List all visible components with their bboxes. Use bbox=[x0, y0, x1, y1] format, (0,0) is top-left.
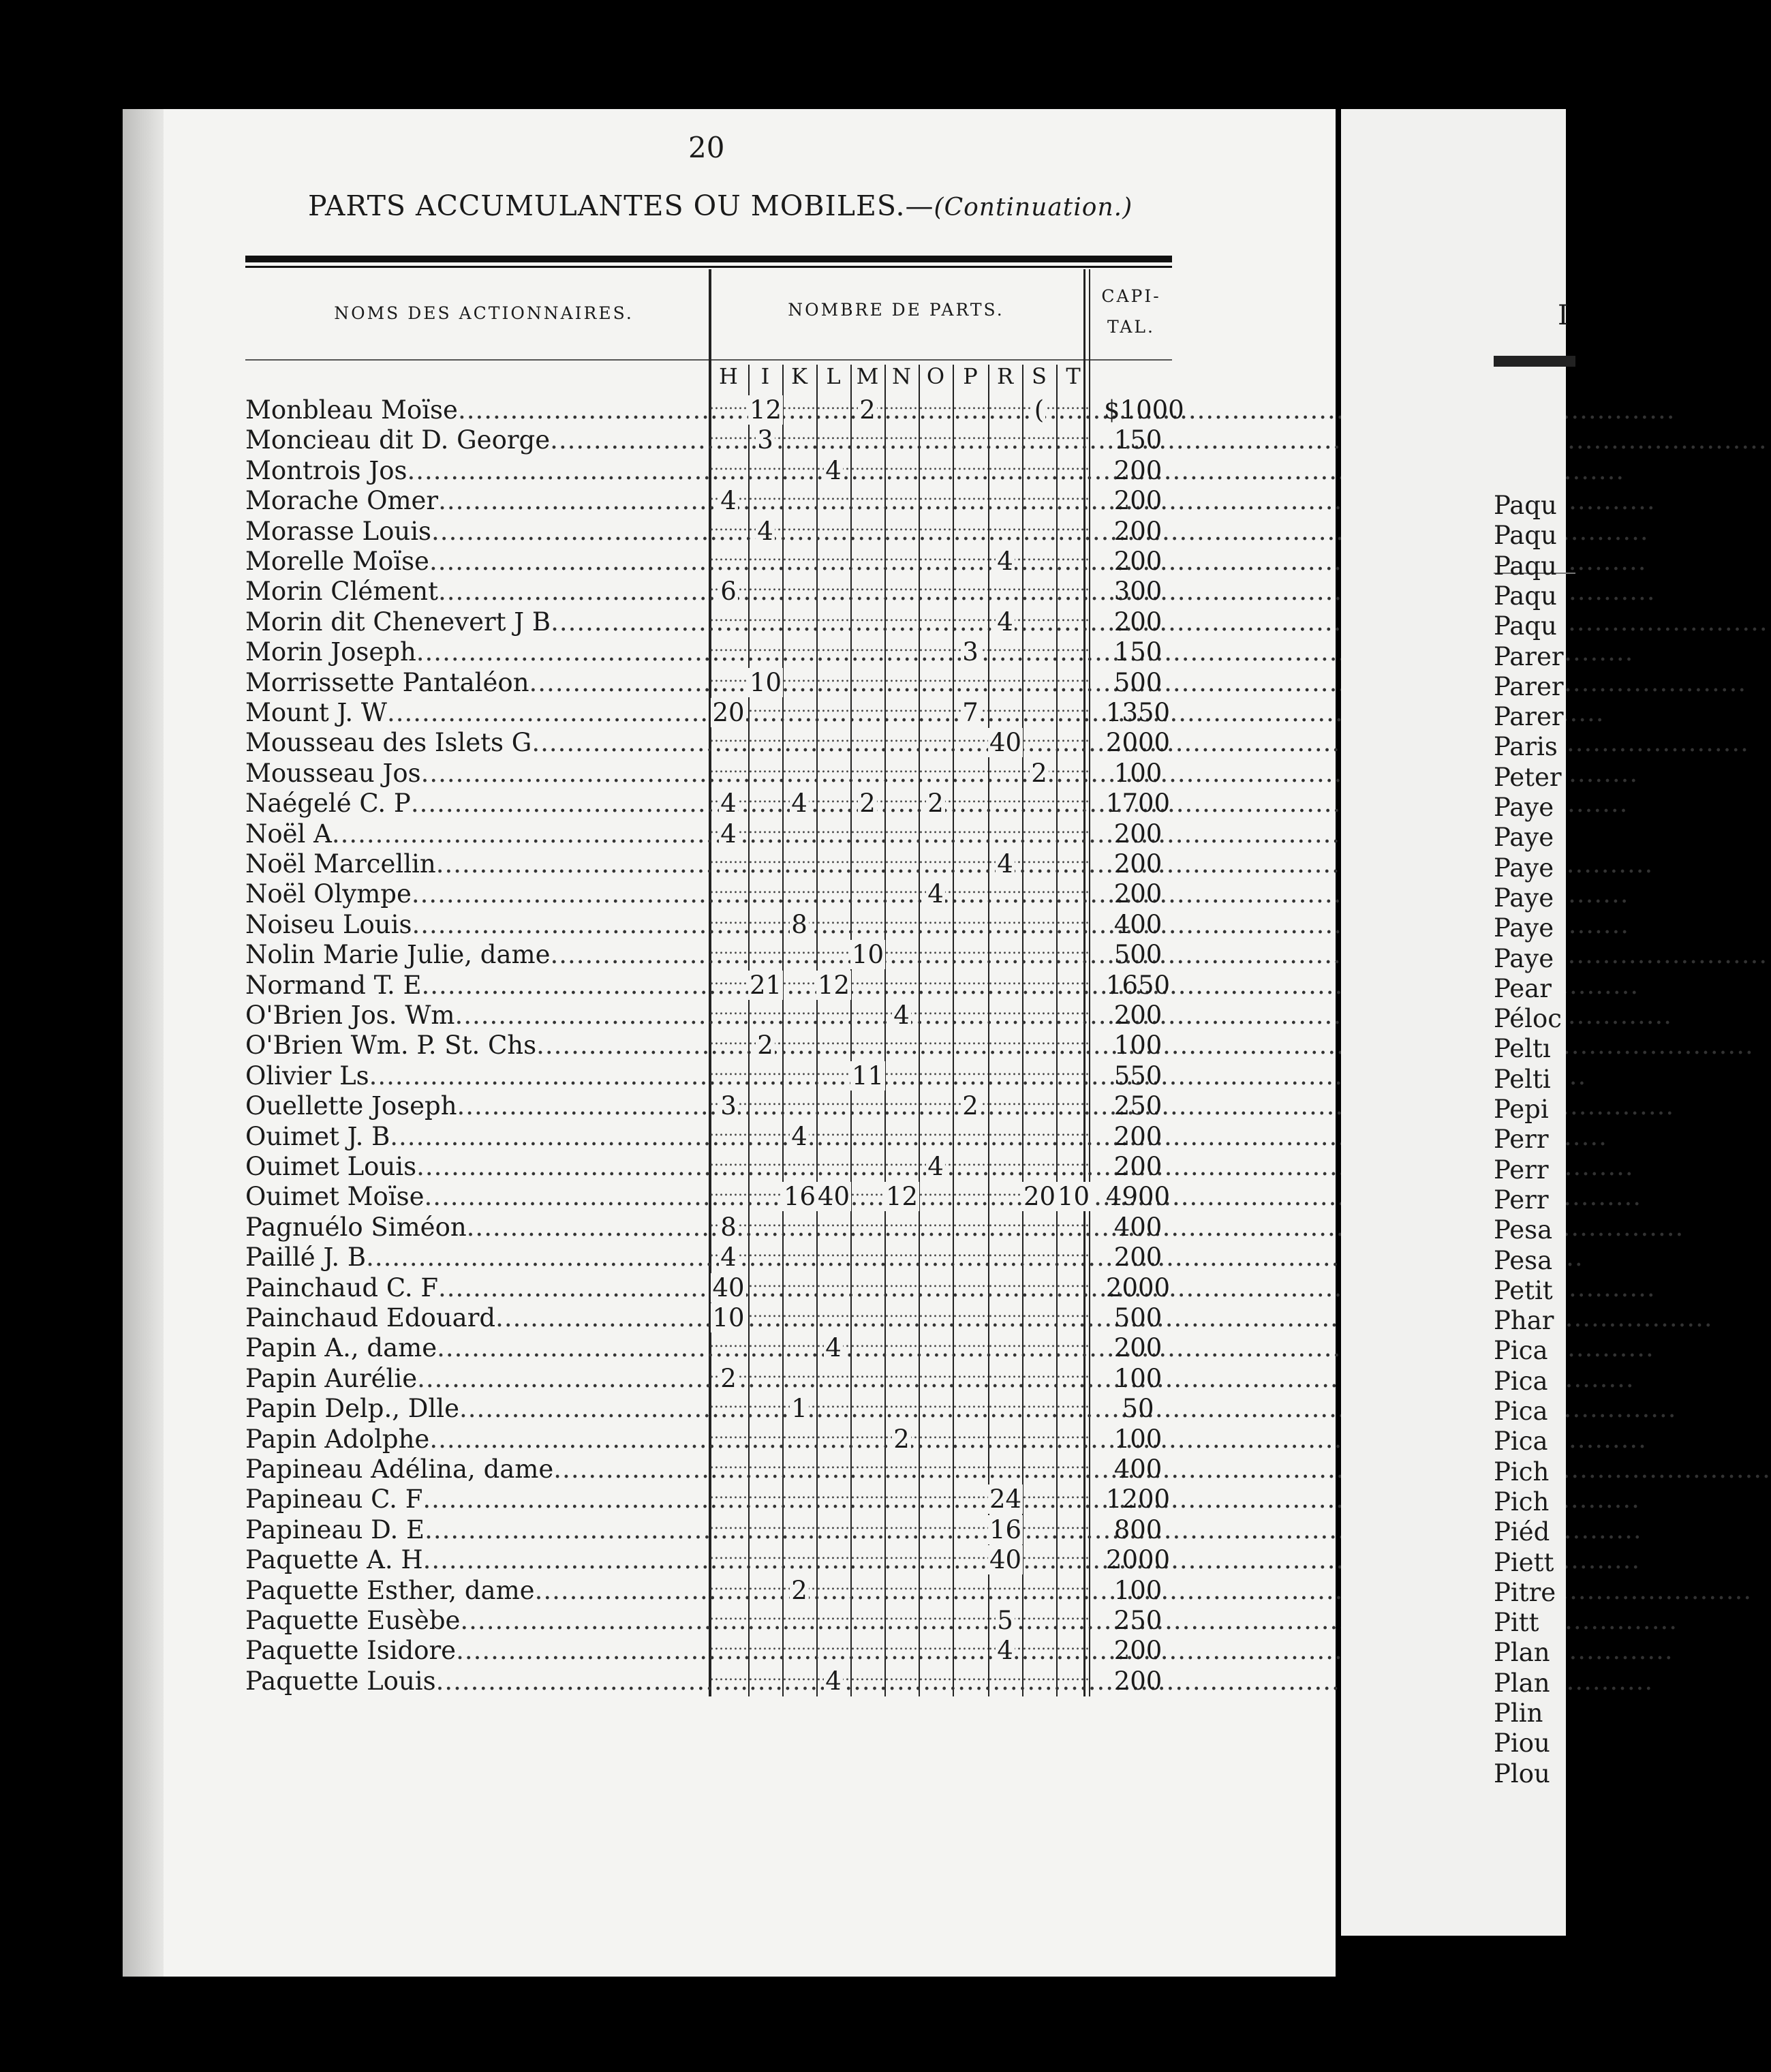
facing-page-name-fragment: Paye bbox=[1494, 943, 1554, 973]
share-cell-o bbox=[919, 1666, 953, 1696]
shareholder-name: Montrois Jos ..... bbox=[245, 456, 709, 486]
capital-value: 4900 bbox=[1105, 1182, 1171, 1212]
facing-page-name-fragment: Pica bbox=[1494, 1366, 1548, 1396]
share-cell-l: ........ 4 bbox=[816, 456, 850, 486]
shareholder-name: O'Brien Jos. Wm ..... bbox=[245, 1001, 709, 1031]
share-cell-l: ........ 12 bbox=[816, 971, 850, 1001]
share-cell-p: ........ 2 bbox=[953, 1091, 988, 1121]
title-continuation: (Continuation.) bbox=[934, 194, 1133, 222]
top-rule-thick bbox=[245, 256, 1172, 262]
shareholder-name: Paquette Isidore ..... bbox=[245, 1636, 709, 1666]
share-cell-o: ........ 4 bbox=[919, 1152, 953, 1182]
share-cell-s: ........ 20 bbox=[1022, 1182, 1056, 1212]
share-cell-o: ........ 2 bbox=[919, 789, 953, 819]
facing-page-name-fragment: Paye bbox=[1494, 883, 1554, 913]
capital-value: 200 bbox=[1113, 1666, 1162, 1696]
facing-page-name-fragment: Peter bbox=[1494, 762, 1562, 792]
share-cell-m: ........ 10 bbox=[850, 940, 884, 970]
capital-value: 200 bbox=[1113, 516, 1162, 546]
share-cell-h: ........ 20 bbox=[709, 698, 748, 728]
shareholder-name: Noiseu Louis ..... bbox=[245, 910, 709, 940]
share-cell-h bbox=[709, 1666, 748, 1696]
capital-value: 550 bbox=[1113, 1061, 1162, 1091]
shareholder-name: Papineau D. E ..... bbox=[245, 1515, 709, 1545]
shareholder-name: Ouimet J. B ..... bbox=[245, 1122, 709, 1152]
facing-page-name-fragment: Paye bbox=[1494, 913, 1554, 943]
column-letter-h: H bbox=[719, 363, 738, 389]
share-cell-k: ........ 1 bbox=[782, 1394, 816, 1424]
share-cell-r: ........ 5 bbox=[988, 1606, 1022, 1636]
capital-value: 800 bbox=[1113, 1514, 1162, 1544]
share-cell-s: ........ 2 bbox=[1022, 759, 1056, 789]
shareholder-name: O'Brien Wm. P. St. Chs ..... bbox=[245, 1031, 709, 1061]
shareholder-name: Paillé J. B ..... bbox=[245, 1243, 709, 1273]
facing-page-name-fragment: Pear bbox=[1494, 973, 1552, 1003]
share-cell-h: ........ 4 bbox=[709, 1243, 748, 1273]
facing-page-name-fragment: Paris bbox=[1494, 732, 1558, 762]
facing-page-rule bbox=[1494, 356, 1575, 367]
facing-page-name-fragment: Perr bbox=[1494, 1125, 1549, 1155]
facing-page-name-fragment: Perr bbox=[1494, 1155, 1549, 1185]
share-cell-i: ........ 12 bbox=[748, 395, 782, 425]
shareholder-name: Morin dit Chenevert J B ..... bbox=[245, 607, 709, 637]
column-letter-l: L bbox=[826, 363, 841, 389]
column-letter-i: I bbox=[760, 363, 770, 389]
share-cell-k: ........ 2 bbox=[782, 1576, 816, 1606]
share-cell-m: ........ 2 bbox=[850, 789, 884, 819]
capital-value: $1000 bbox=[1104, 395, 1184, 425]
shareholder-name: Noël Marcellin ..... bbox=[245, 849, 709, 879]
capital-value: 1650 bbox=[1105, 970, 1171, 1000]
facing-page-name-fragment: Phar bbox=[1494, 1306, 1554, 1336]
facing-page-name-fragment: Péloc bbox=[1494, 1004, 1562, 1034]
capital-value: 200 bbox=[1113, 1333, 1162, 1363]
share-cell-r: ........ 4 bbox=[988, 607, 1022, 637]
capital-value: 50 bbox=[1122, 1394, 1154, 1424]
facing-page-name-fragment: Plan bbox=[1494, 1668, 1550, 1698]
facing-page-name-fragment: Pica bbox=[1494, 1336, 1548, 1366]
capital-value: 200 bbox=[1113, 607, 1162, 637]
shareholder-name: Papin Aurélie ..... bbox=[245, 1364, 709, 1394]
shareholder-name: Nolin Marie Julie, dame ..... bbox=[245, 940, 709, 970]
share-cell-h: ........ 10 bbox=[709, 1303, 748, 1333]
facing-page-name-fragment: Plan bbox=[1494, 1638, 1550, 1668]
capital-value: 100 bbox=[1113, 1363, 1162, 1393]
share-cell-i: ........ 3 bbox=[748, 425, 782, 455]
share-cell-p: ........ 7 bbox=[953, 698, 988, 728]
shareholder-name: Paquette A. H ..... bbox=[245, 1545, 709, 1575]
share-cell-p bbox=[953, 1666, 988, 1696]
facing-page-name-fragment: Pitre bbox=[1494, 1577, 1556, 1607]
capital-value: 200 bbox=[1113, 547, 1162, 576]
share-cell-h: ........ 2 bbox=[709, 1364, 748, 1394]
shareholder-name: Mousseau Jos ..... bbox=[245, 759, 709, 789]
capital-value: 200 bbox=[1113, 1001, 1162, 1030]
capital-value: 2000 bbox=[1105, 728, 1171, 758]
capital-value: 300 bbox=[1113, 577, 1162, 607]
facing-page-name-fragment: Pica bbox=[1494, 1427, 1548, 1457]
share-cell-p: ........ 3 bbox=[953, 637, 988, 667]
shareholder-name: Morelle Moïse ..... bbox=[245, 547, 709, 577]
column-letter-s: S bbox=[1032, 363, 1047, 389]
share-cell-r: ........ 4 bbox=[988, 849, 1022, 879]
shareholder-name: Painchaud C. F ..... bbox=[245, 1273, 709, 1303]
share-cell-m: ........ 2 bbox=[850, 395, 884, 425]
capital-value: 500 bbox=[1113, 940, 1162, 970]
capital-header-line1: CAPI- bbox=[1101, 286, 1161, 306]
capital-value: 500 bbox=[1113, 1303, 1162, 1332]
share-cell-r: ........ 4 bbox=[988, 1636, 1022, 1666]
facing-page-name-fragment: Peltı bbox=[1494, 1034, 1551, 1064]
facing-page-name-fragment: Perr bbox=[1494, 1185, 1549, 1215]
capital-value: 200 bbox=[1113, 819, 1162, 849]
column-letter-t: T bbox=[1066, 363, 1081, 389]
capital-value: 200 bbox=[1113, 879, 1162, 909]
share-cell-k: ........ 4 bbox=[782, 789, 816, 819]
shareholder-name: Moncieau dit D. George ..... bbox=[245, 425, 709, 455]
facing-page-header-fragment: I bbox=[1558, 300, 1569, 331]
shareholder-name: Paquette Esther, dame ..... bbox=[245, 1576, 709, 1606]
share-cell-i bbox=[748, 1666, 782, 1696]
facing-page-name-fragment: Paye bbox=[1494, 853, 1554, 883]
facing-page-name-fragment: Pesa bbox=[1494, 1215, 1553, 1245]
capital-value: 200 bbox=[1113, 1243, 1162, 1273]
capital-value: 100 bbox=[1113, 1424, 1162, 1454]
facing-page-name-fragment: Paqu bbox=[1494, 521, 1557, 551]
facing-page-name-fragment: Pelti bbox=[1494, 1064, 1551, 1094]
share-cell-r: ........ 4 bbox=[988, 547, 1022, 577]
facing-page-name-fragment: Pitt bbox=[1494, 1608, 1539, 1638]
shareholder-name: Papineau Adélina, dame ..... bbox=[245, 1454, 709, 1484]
top-rule-thin bbox=[245, 266, 1172, 268]
share-cell-i: ........ 10 bbox=[748, 668, 782, 698]
column-letter-n: N bbox=[892, 363, 911, 389]
capital-value: 250 bbox=[1113, 1606, 1162, 1635]
names-header: NOMS DES ACTIONNAIRES. bbox=[334, 303, 634, 323]
capital-value: 150 bbox=[1113, 425, 1162, 455]
facing-page-name-fragment: Paqu bbox=[1494, 491, 1557, 520]
share-cell-h: ........ 4 bbox=[709, 819, 748, 849]
capital-value: 150 bbox=[1113, 637, 1162, 667]
shareholder-name: Noël A ..... bbox=[245, 819, 709, 849]
facing-page-name-fragment: Piou bbox=[1494, 1728, 1550, 1758]
facing-page bbox=[1341, 109, 1569, 1936]
facing-page-name-fragment: Pich bbox=[1494, 1487, 1550, 1517]
share-cell-l: ........ 40 bbox=[816, 1182, 850, 1212]
share-cell-n bbox=[884, 1666, 919, 1696]
share-cell-t bbox=[1056, 1666, 1090, 1696]
share-cell-k: ........ 16 bbox=[782, 1182, 816, 1212]
capital-value: 1350 bbox=[1105, 698, 1171, 727]
share-cell-l: ........ 4 bbox=[816, 1666, 850, 1696]
shareholder-name: Morrissette Pantaléon ..... bbox=[245, 668, 709, 698]
capital-value: 200 bbox=[1113, 1121, 1162, 1151]
shareholder-name: Morin Joseph ..... bbox=[245, 637, 709, 667]
capital-value: 100 bbox=[1113, 1031, 1162, 1061]
share-cell-n: ........ 12 bbox=[884, 1182, 919, 1212]
share-cell-k: ........ 4 bbox=[782, 1122, 816, 1152]
share-cell-h: ........ 40 bbox=[709, 1273, 748, 1303]
capital-value: 250 bbox=[1113, 1091, 1162, 1121]
facing-page-name-fragment: Plou bbox=[1494, 1758, 1550, 1788]
shareholder-name: Morasse Louis ..... bbox=[245, 517, 709, 547]
table-row bbox=[245, 1666, 1172, 1696]
column-letter-p: P bbox=[963, 363, 978, 389]
shareholder-name: Papineau C. F ..... bbox=[245, 1484, 709, 1514]
shareholder-name: Monbleau Moïse ..... bbox=[245, 395, 709, 425]
shareholder-name: Morache Omer ..... bbox=[245, 486, 709, 516]
share-cell-m bbox=[850, 1666, 884, 1696]
shareholder-name: Papin A., dame ..... bbox=[245, 1333, 709, 1363]
facing-page-name-fragment: Pica bbox=[1494, 1397, 1548, 1426]
share-cell-h: ........ 6 bbox=[709, 577, 748, 607]
shareholder-name: Pagnuélo Siméon ..... bbox=[245, 1213, 709, 1243]
capital-header-line2: TAL. bbox=[1107, 317, 1155, 337]
shareholder-name: Paquette Eusèbe ..... bbox=[245, 1606, 709, 1636]
facing-page-name-fragment: Parer bbox=[1494, 641, 1564, 671]
facing-page-name-fragment: Piett bbox=[1494, 1547, 1554, 1577]
share-cell-t: ........ 10 bbox=[1056, 1182, 1090, 1212]
share-cell-m: ........ 11 bbox=[850, 1061, 884, 1091]
facing-page-name-fragment: Paye bbox=[1494, 793, 1554, 822]
share-cell-r: ........ 24 bbox=[988, 1484, 1022, 1514]
column-letter-r: R bbox=[996, 363, 1014, 389]
share-cell-s: ........ ( bbox=[1022, 395, 1056, 425]
facing-page-name-fragment: Pich bbox=[1494, 1457, 1550, 1487]
share-cell-r: ........ 16 bbox=[988, 1515, 1022, 1545]
facing-page-name-fragment: Paqu bbox=[1494, 551, 1557, 581]
facing-page-name-fragment: Paqu bbox=[1494, 581, 1557, 611]
capital-value: 1200 bbox=[1105, 1484, 1171, 1514]
page-number: 20 bbox=[688, 131, 725, 164]
column-letter-m: M bbox=[856, 363, 879, 389]
share-cell-r: ........ 40 bbox=[988, 728, 1022, 758]
shareholder-name: Ouellette Joseph ..... bbox=[245, 1091, 709, 1121]
capital-value: 200 bbox=[1113, 849, 1162, 879]
shareholder-name: Mousseau des Islets G ..... bbox=[245, 728, 709, 758]
capital-value: 200 bbox=[1113, 486, 1162, 516]
facing-page-name-fragment: Pesa bbox=[1494, 1245, 1553, 1275]
facing-page-name-fragment: Paye bbox=[1494, 823, 1554, 853]
shareholder-name: Painchaud Edouard ..... bbox=[245, 1303, 709, 1333]
share-cell-o: ........ 4 bbox=[919, 879, 953, 909]
capital-value: 100 bbox=[1113, 758, 1162, 788]
shareholder-name: Morin Clément ..... bbox=[245, 577, 709, 607]
share-cell-h: ........ 8 bbox=[709, 1213, 748, 1243]
shareholder-name: Papin Delp., Dlle ..... bbox=[245, 1394, 709, 1424]
capital-value: 200 bbox=[1113, 1636, 1162, 1666]
capital-value: 200 bbox=[1113, 455, 1162, 485]
share-cell-h: ........ 3 bbox=[709, 1091, 748, 1121]
page-title bbox=[308, 189, 1133, 222]
shareholder-name: Naégelé C. P ..... bbox=[245, 789, 709, 819]
facing-page-name-fragment: Pepi bbox=[1494, 1095, 1549, 1124]
shareholder-name: Olivier Ls ..... bbox=[245, 1061, 709, 1091]
share-cell-i: ........ 2 bbox=[748, 1031, 782, 1061]
shareholder-name: Papin Adolphe ..... bbox=[245, 1424, 709, 1454]
facing-page-name-fragment: Paqu bbox=[1494, 611, 1557, 641]
title-main: PARTS ACCUMULANTES OU MOBILES.— bbox=[308, 189, 934, 222]
shareholder-name: Ouimet Moïse ..... bbox=[245, 1182, 709, 1212]
share-cell-i: ........ 4 bbox=[748, 517, 782, 547]
column-letter-k: K bbox=[791, 363, 807, 389]
capital-value: 400 bbox=[1113, 909, 1162, 939]
share-cell-n: ........ 4 bbox=[884, 1001, 919, 1031]
facing-page-name-fragment: Parer bbox=[1494, 671, 1564, 701]
capital-value: 400 bbox=[1113, 1212, 1162, 1242]
shareholder-name: Normand T. E ..... bbox=[245, 971, 709, 1001]
capital-value: 100 bbox=[1113, 1575, 1162, 1605]
page-binding-edge bbox=[123, 109, 164, 1977]
facing-page-name-fragment: Parer bbox=[1494, 702, 1564, 732]
share-cell-i: ........ 21 bbox=[748, 971, 782, 1001]
share-cell-k: ........ 8 bbox=[782, 910, 816, 940]
capital-value: 1700 bbox=[1105, 789, 1171, 819]
share-cell-r: ........ 40 bbox=[988, 1545, 1022, 1575]
share-cell-l: ........ 4 bbox=[816, 1333, 850, 1363]
facing-page-name-fragment: Petit bbox=[1494, 1275, 1553, 1305]
capital-value: 400 bbox=[1113, 1454, 1162, 1484]
shareholder-name: Noël Olympe ..... bbox=[245, 879, 709, 909]
shareholder-name: Paquette Louis ..... bbox=[245, 1666, 709, 1696]
facing-page-name-fragment: Piéd bbox=[1494, 1517, 1550, 1547]
shareholder-name: Mount J. W ..... bbox=[245, 698, 709, 728]
capital-value: 200 bbox=[1113, 1152, 1162, 1181]
capital-value: 2000 bbox=[1105, 1273, 1171, 1302]
share-cell-s bbox=[1022, 1666, 1056, 1696]
shareholder-name: Ouimet Louis ..... bbox=[245, 1152, 709, 1182]
capital-value: 2000 bbox=[1105, 1545, 1171, 1575]
column-letter-o: O bbox=[926, 363, 945, 389]
facing-page-name-fragment: Plin bbox=[1494, 1698, 1543, 1728]
share-cell-r bbox=[988, 1666, 1022, 1696]
share-cell-h: ........ 4 bbox=[709, 789, 748, 819]
capital-value: 500 bbox=[1113, 667, 1162, 697]
share-cell-k bbox=[782, 1666, 816, 1696]
share-cell-n: ........ 2 bbox=[884, 1424, 919, 1454]
share-cell-h: ........ 4 bbox=[709, 486, 748, 516]
shares-header: NOMBRE DE PARTS. bbox=[788, 300, 1004, 320]
